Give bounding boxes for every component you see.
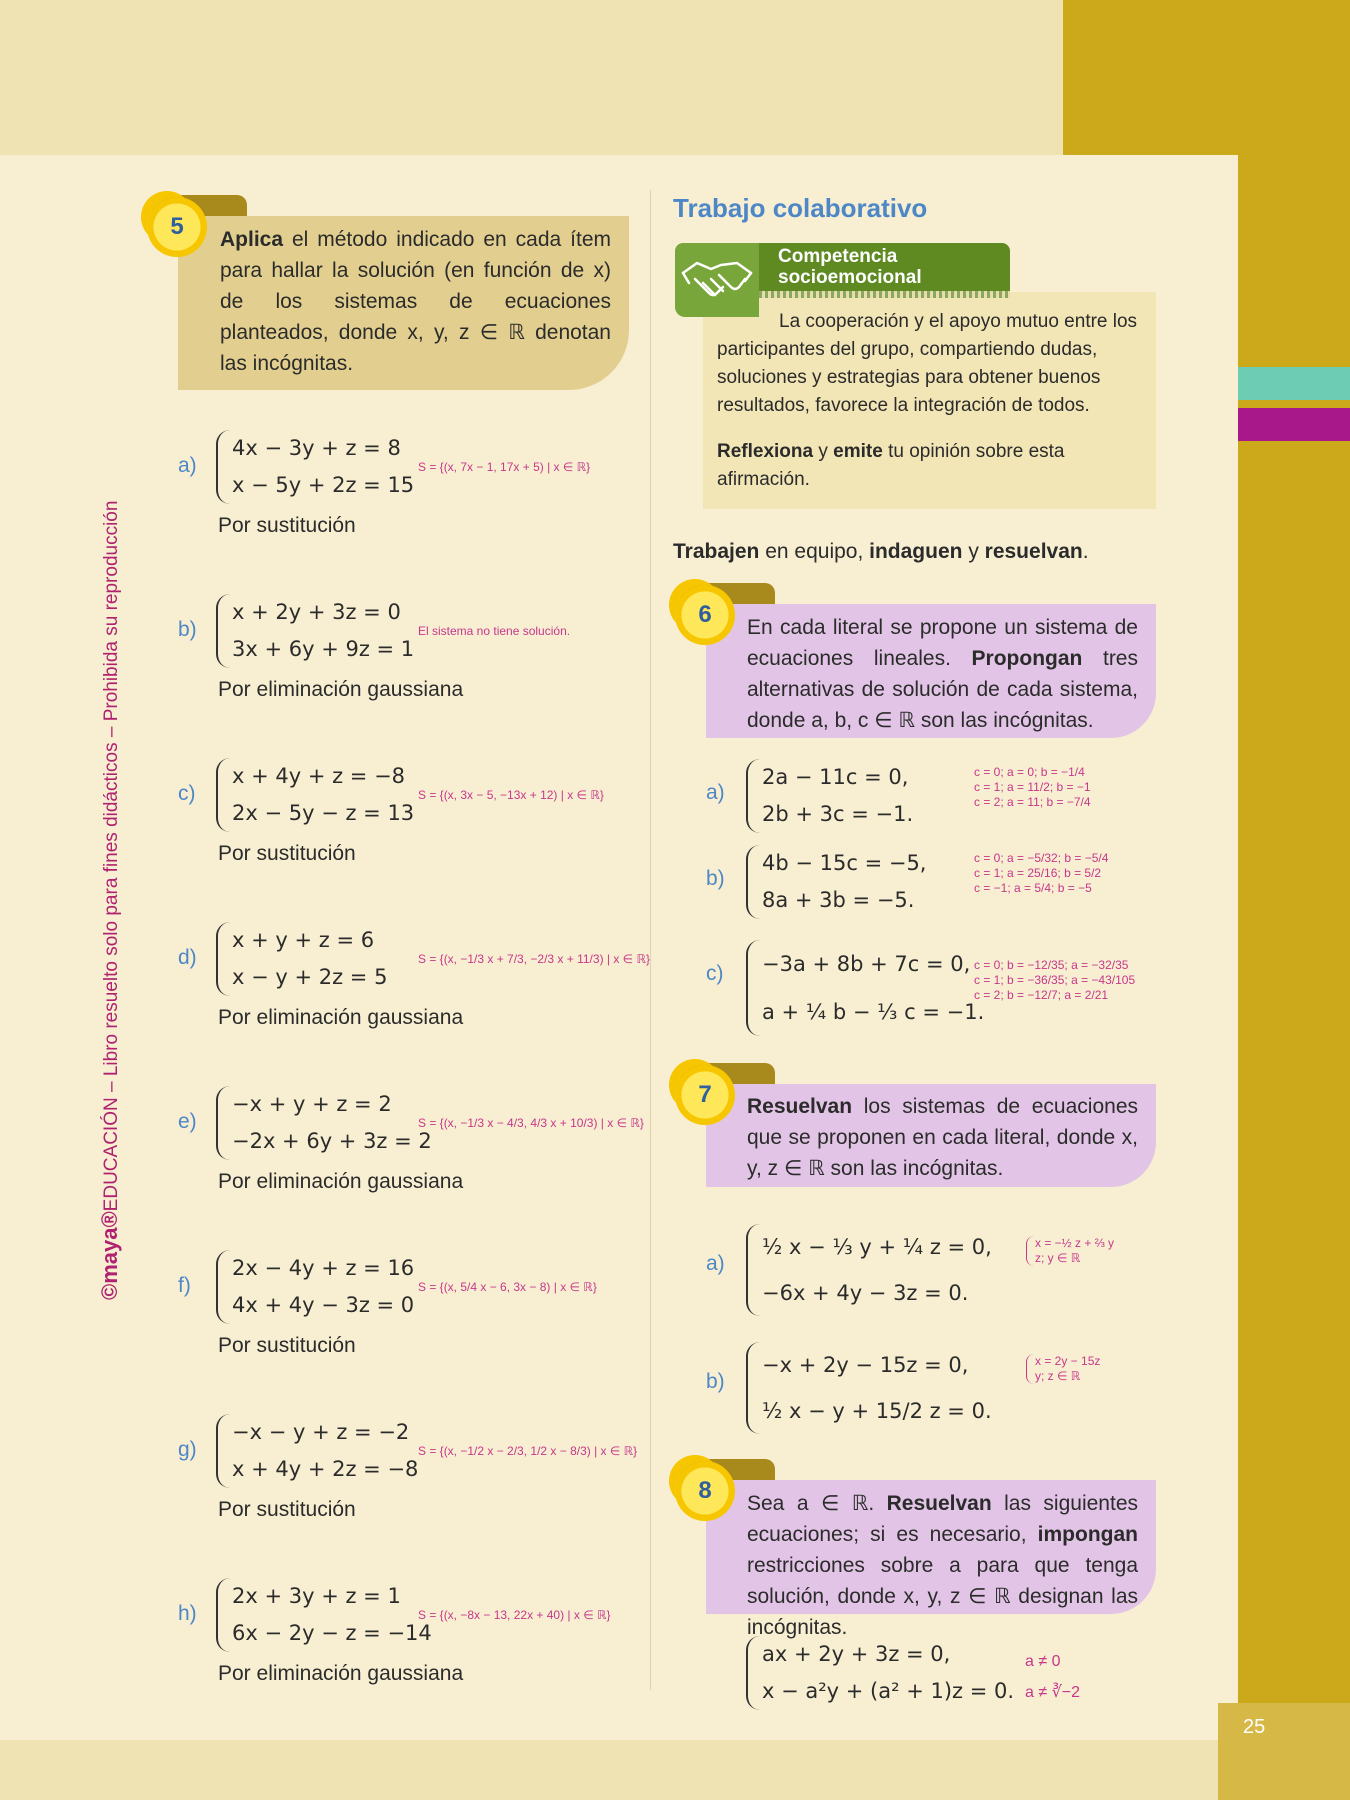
item-letter: b) bbox=[706, 867, 725, 890]
equation: 6x − 2y − z = −14 bbox=[232, 1621, 432, 1645]
equation: −2x + 6y + 3z = 2 bbox=[232, 1129, 432, 1153]
exercise-5-verb: Aplica bbox=[220, 228, 284, 251]
answer-line: c = 1; a = 11/2; b = −1 bbox=[974, 780, 1091, 794]
exercise-8-text-before: Sea a ∈ ℝ. bbox=[747, 1492, 887, 1515]
page-number-box bbox=[1218, 1703, 1350, 1800]
equation: −x − y + z = −2 bbox=[232, 1420, 410, 1444]
team-verb-3: resuelvan bbox=[984, 540, 1083, 563]
answer-line: a ≠ ∛−2 bbox=[1025, 1684, 1081, 1701]
competence-header-line-2: socioemocional bbox=[778, 267, 922, 288]
item-letter: b) bbox=[706, 1370, 725, 1393]
answer-line: c = 0; b = −12/35; a = −32/35 bbox=[974, 958, 1129, 972]
method-label: Por eliminación gaussiana bbox=[218, 678, 464, 701]
equation-system bbox=[746, 1224, 992, 1316]
equation: 3x + 6y + 9z = 1 bbox=[232, 637, 415, 661]
answer-list bbox=[974, 851, 1108, 896]
answer-line: c = 2; b = −12/7; a = 2/21 bbox=[974, 988, 1109, 1002]
answer-list bbox=[1026, 1236, 1114, 1266]
exercise-8-text-mid: las siguientes ecuaciones; si es necesario, bbox=[747, 1492, 1138, 1546]
method-label: Por sustitución bbox=[218, 514, 356, 537]
equation: 2x − 5y − z = 13 bbox=[232, 801, 415, 825]
solution-answer: El sistema no tiene solución. bbox=[418, 624, 571, 638]
competence-header bbox=[759, 243, 1010, 291]
solution-answer: S = {(x, −1/2 x − 2/3, 1/2 x − 8/3) | x ∈ ℝ} bbox=[418, 1444, 638, 1458]
method-label: Por eliminación gaussiana bbox=[218, 1662, 464, 1685]
item-letter: a) bbox=[706, 1252, 725, 1275]
method-label: Por sustitución bbox=[218, 1334, 356, 1357]
page-number: 25 bbox=[1243, 1716, 1266, 1738]
competence-header-line-1: Competencia bbox=[778, 246, 898, 267]
equation-system bbox=[746, 940, 984, 1036]
team-verb-1: Trabajen bbox=[673, 540, 760, 563]
method-label: Por eliminación gaussiana bbox=[218, 1006, 464, 1029]
equation: x − 5y + 2z = 15 bbox=[232, 473, 415, 497]
answer-line: c = 0; a = 0; b = −1/4 bbox=[974, 765, 1085, 779]
exercise-7-number-badge: 7 bbox=[675, 1065, 735, 1125]
equation-system bbox=[216, 1250, 414, 1324]
answer-line: c = 2; a = 11; b = −7/4 bbox=[974, 795, 1091, 809]
team-text-3: . bbox=[1082, 540, 1089, 563]
exercise-5-text: el método indicado en cada ítem para hallar la solución (en función de x) de los sistemas de ecuaciones planteados, donde x, y, z ∈ ℝ denotan las incógnitas. bbox=[220, 228, 611, 375]
bottom-band bbox=[0, 1740, 1350, 1800]
answer-line: c = 1; b = −36/35; a = −43/105 bbox=[974, 973, 1136, 987]
reflect-conjunction: y bbox=[813, 441, 834, 462]
equation-system bbox=[746, 1342, 992, 1434]
method-label: Por sustitución bbox=[218, 842, 356, 865]
exercise-8-verb-2: impongan bbox=[1037, 1523, 1138, 1546]
item-letter: g) bbox=[178, 1438, 197, 1461]
equation-system bbox=[216, 1414, 418, 1488]
answer-list bbox=[974, 958, 1135, 1003]
exercise-6-instructions bbox=[706, 604, 1156, 738]
item-letter: a) bbox=[706, 781, 725, 804]
equation: 8a + 3b = −5. bbox=[762, 888, 915, 912]
item-letter: h) bbox=[178, 1602, 197, 1625]
equation: 2x + 3y + z = 1 bbox=[232, 1584, 401, 1608]
reflect-verb-1: Reflexiona bbox=[717, 441, 814, 462]
equation-system bbox=[746, 845, 926, 919]
copyright-notice: EDUCACIÓN – Libro resuelto solo para fines didácticos – Prohibida su reproducción bbox=[101, 500, 122, 1212]
equation: x + 4y + 2z = −8 bbox=[232, 1457, 419, 1481]
equation-system bbox=[216, 922, 387, 996]
reflect-verb-2: emite bbox=[833, 441, 883, 462]
equation: a + ¹⁄₄ b − ¹⁄₃ c = −1. bbox=[762, 1000, 985, 1024]
team-verb-2: indaguen bbox=[869, 540, 963, 563]
equation: ½ x − ⅓ y + ¼ z = 0, bbox=[762, 1235, 992, 1259]
equation: −x + 2y − 15z = 0, bbox=[762, 1353, 969, 1377]
equation: 4x − 3y + z = 8 bbox=[232, 436, 401, 460]
equation: x − y + 2z = 5 bbox=[232, 965, 388, 989]
exercise-6-verb: Propongan bbox=[971, 647, 1083, 670]
exercise-8-number-badge: 8 bbox=[675, 1461, 735, 1521]
exercise-8-instructions bbox=[706, 1480, 1156, 1639]
answer-line: x = −½ z + ⅔ y bbox=[1035, 1236, 1115, 1250]
solution-answer: S = {(x, −1/3 x + 7/3, −2/3 x + 11/3) | x ∈ ℝ} bbox=[418, 952, 650, 966]
competence-header-hatch bbox=[759, 291, 1010, 298]
exercise-8-system bbox=[746, 1636, 1014, 1710]
solution-answer: S = {(x, −1/3 x − 4/3, 4/3 x + 10/3) | x ∈ ℝ} bbox=[418, 1116, 644, 1130]
exercise-7-text: los sistemas de ecuaciones que se proponen en cada literal, donde x, y, z ∈ ℝ son las incógnitas. bbox=[747, 1095, 1138, 1180]
exercise-6-text-after: tres alternativas de solución de cada sistema, donde a, b, c ∈ ℝ son las incógnitas. bbox=[747, 647, 1138, 732]
exercise-6-number-badge: 6 bbox=[675, 585, 735, 645]
teal-section-tab bbox=[1238, 367, 1350, 400]
solution-answer: S = {(x, 3x − 5, −13x + 12) | x ∈ ℝ} bbox=[418, 788, 604, 802]
answer-list bbox=[974, 765, 1091, 810]
equation-system bbox=[746, 759, 913, 833]
answer-line: a ≠ 0 bbox=[1025, 1653, 1061, 1670]
magenta-section-tab bbox=[1238, 408, 1350, 441]
exercise-8-answers bbox=[1025, 1646, 1080, 1708]
equation: x + 4y + z = −8 bbox=[232, 764, 406, 788]
solution-answer: S = {(x, 5/4 x − 6, 3x − 8) | x ∈ ℝ} bbox=[418, 1280, 597, 1294]
equation: ax + 2y + 3z = 0, bbox=[762, 1642, 951, 1666]
exercise-6-text-before: En cada literal se propone un sistema de ecuaciones lineales. bbox=[747, 616, 1138, 670]
answer-line: z; y ∈ ℝ bbox=[1035, 1251, 1081, 1265]
item-letter: c) bbox=[706, 962, 724, 985]
exercise-8-verb-1: Resuelvan bbox=[886, 1492, 992, 1515]
equation: 2b + 3c = −1. bbox=[762, 802, 914, 826]
answer-line: y; z ∈ ℝ bbox=[1035, 1369, 1081, 1383]
item-letter: c) bbox=[178, 782, 196, 805]
team-text-1: en equipo, bbox=[759, 540, 870, 563]
team-instruction bbox=[673, 540, 1089, 564]
reflect-rest: tu opinión sobre esta afirmación. bbox=[717, 441, 1065, 490]
item-letter: b) bbox=[178, 618, 197, 641]
answer-line: c = 1; a = 25/16; b = 5/2 bbox=[974, 866, 1102, 880]
equation-system bbox=[216, 1086, 432, 1160]
equation: −6x + 4y − 3z = 0. bbox=[762, 1281, 969, 1305]
column-divider bbox=[650, 190, 651, 1690]
equation: −x + y + z = 2 bbox=[232, 1092, 392, 1116]
equation: x − a²y + (a² + 1)z = 0. bbox=[762, 1679, 1015, 1703]
section-title: Trabajo colaborativo bbox=[673, 193, 928, 223]
method-label: Por sustitución bbox=[218, 1498, 356, 1521]
equation-system bbox=[216, 1578, 432, 1652]
equation: x + 2y + 3z = 0 bbox=[232, 600, 401, 624]
exercise-8-text-after: restricciones sobre a para que tenga solución, donde x, y, z ∈ ℝ designan las incógnitas. bbox=[747, 1554, 1138, 1639]
reflect-instruction bbox=[717, 438, 1142, 494]
team-text-2: y bbox=[962, 540, 985, 563]
answer-line: c = −1; a = 5/4; b = −5 bbox=[974, 881, 1092, 895]
handshake-icon bbox=[675, 243, 759, 317]
equation: 2x − 4y + z = 16 bbox=[232, 1256, 415, 1280]
equation: −3a + 8b + 7c = 0, bbox=[762, 952, 971, 976]
copyright-side-text bbox=[97, 501, 123, 1300]
brand-name: ©maya® bbox=[97, 1211, 122, 1300]
exercise-5-number-badge: 5 bbox=[147, 197, 207, 257]
competence-paragraph: La cooperación y el apoyo mutuo entre los participantes del grupo, compartiendo dudas, soluciones y estrategias para obtener buenos resultados, favorece la integración de todos. bbox=[717, 311, 1138, 416]
solution-answer: S = {(x, −8x − 13, 22x + 40) | x ∈ ℝ} bbox=[418, 1608, 611, 1622]
item-letter: d) bbox=[178, 946, 197, 969]
item-letter: a) bbox=[178, 454, 197, 477]
equation: 4b − 15c = −5, bbox=[762, 851, 927, 875]
exercise-5-instructions bbox=[178, 216, 629, 390]
exercise-7-instructions bbox=[706, 1084, 1156, 1187]
answer-list bbox=[1026, 1354, 1100, 1384]
item-letter: f) bbox=[178, 1274, 191, 1297]
top-band bbox=[0, 0, 1063, 155]
equation: ½ x − y + 15/2 z = 0. bbox=[762, 1399, 992, 1423]
competence-box bbox=[703, 292, 1156, 509]
answer-line: c = 0; a = −5/32; b = −5/4 bbox=[974, 851, 1109, 865]
equation: 2a − 11c = 0, bbox=[762, 765, 909, 789]
method-label: Por eliminación gaussiana bbox=[218, 1170, 464, 1193]
equation-system bbox=[216, 594, 414, 668]
solution-answer: S = {(x, 7x − 1, 17x + 5) | x ∈ ℝ} bbox=[418, 460, 591, 474]
equation: x + y + z = 6 bbox=[232, 928, 375, 952]
equation-system bbox=[216, 430, 414, 504]
exercise-7-verb: Resuelvan bbox=[747, 1095, 853, 1118]
equation: 4x + 4y − 3z = 0 bbox=[232, 1293, 415, 1317]
equation-system bbox=[216, 758, 414, 832]
answer-line: x = 2y − 15z bbox=[1035, 1354, 1101, 1368]
item-letter: e) bbox=[178, 1110, 197, 1133]
